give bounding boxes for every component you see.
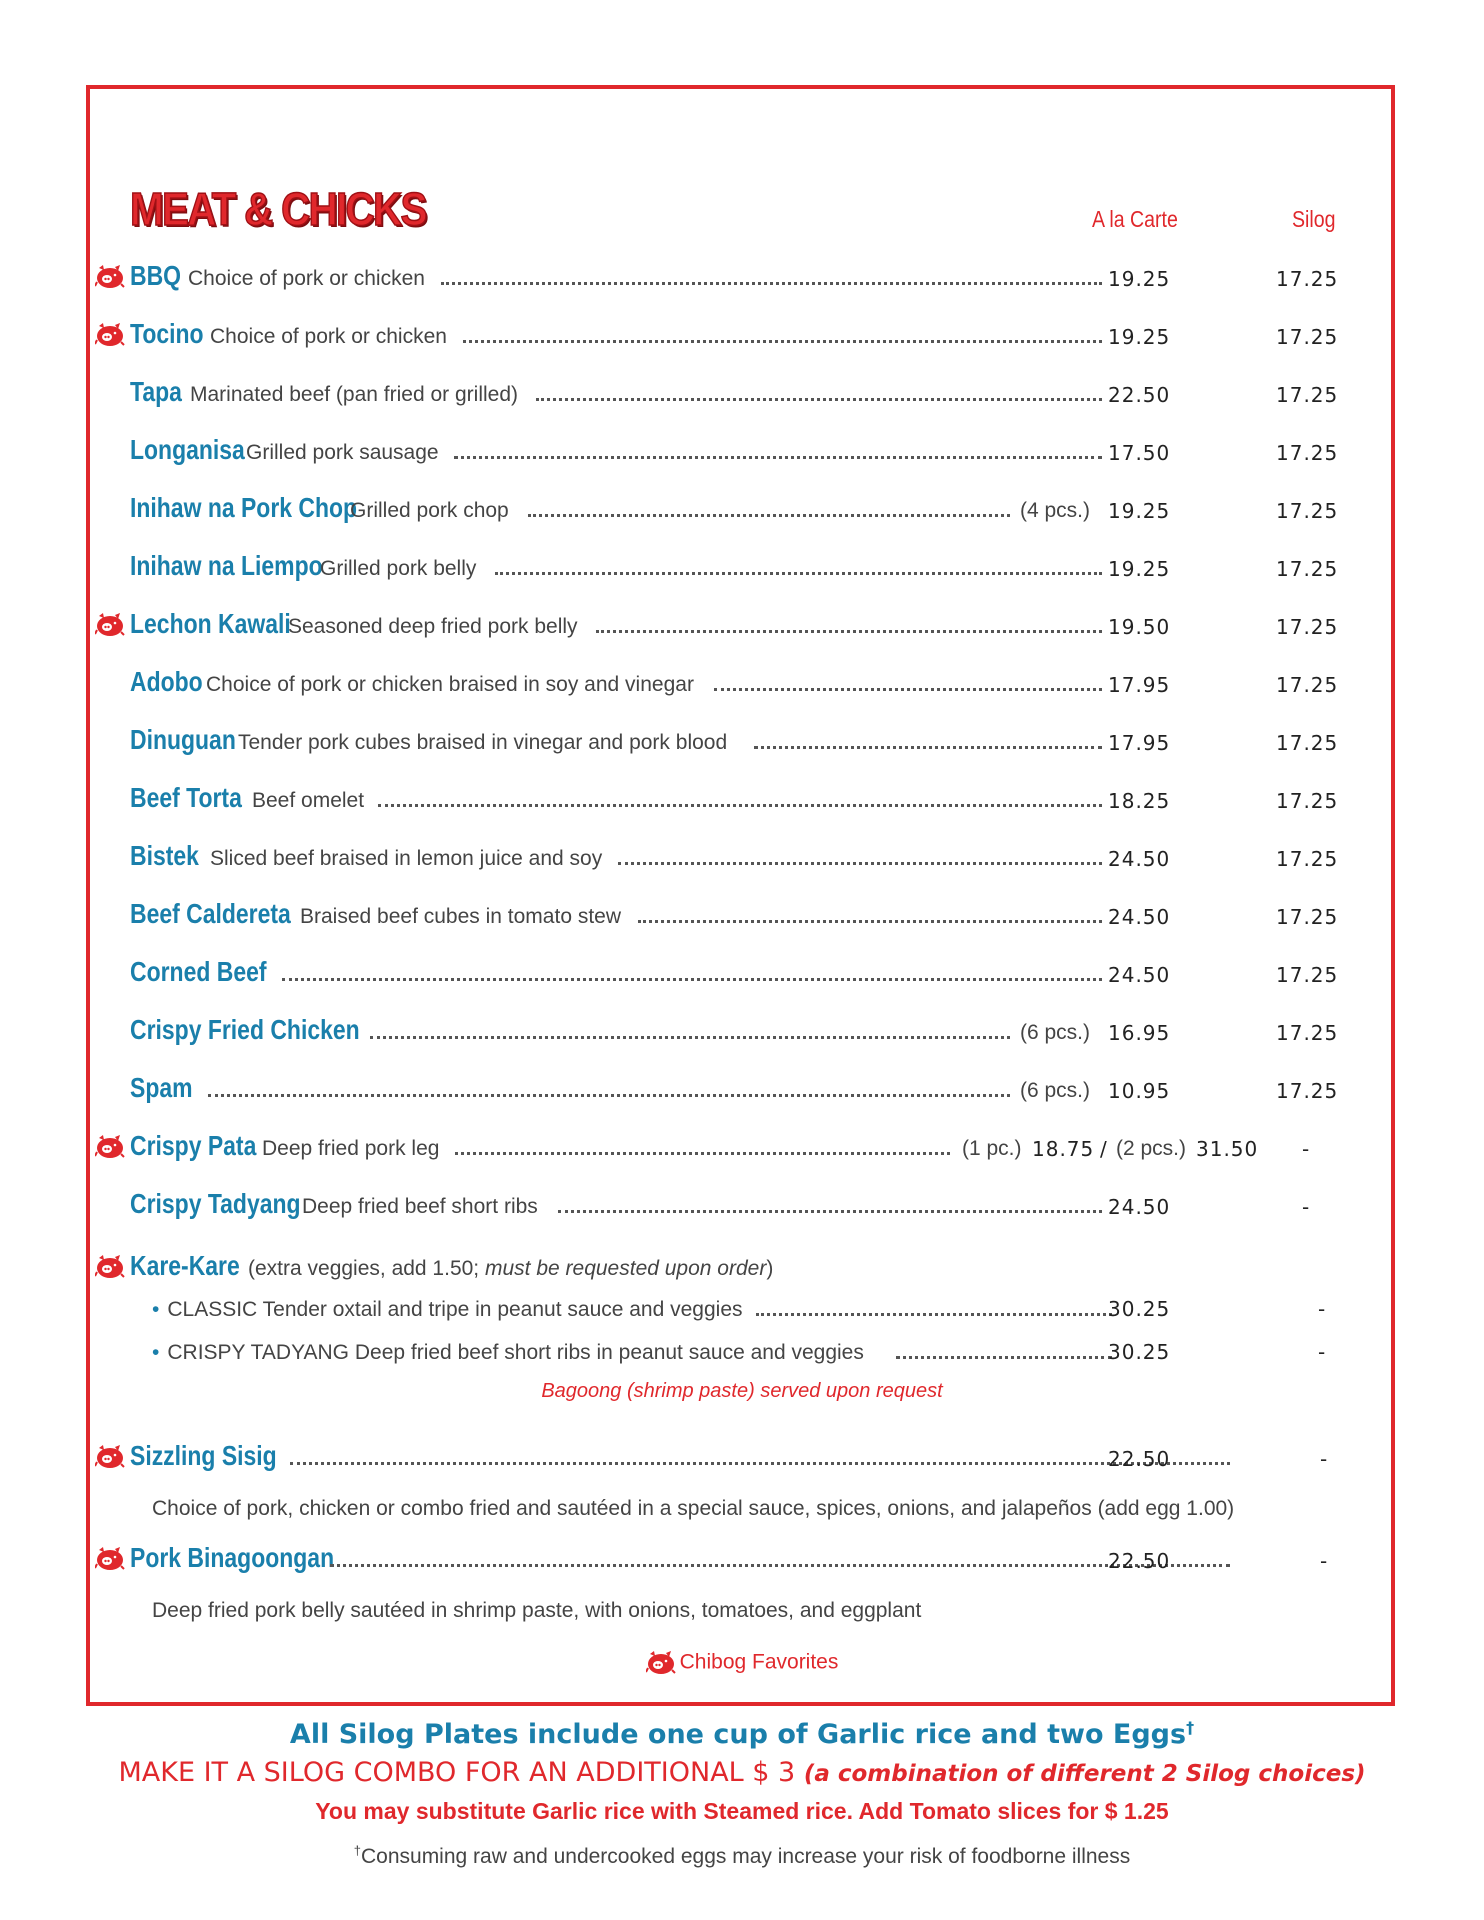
favorite-pig-icon: [95, 612, 125, 638]
kare-kare-option: [152, 1292, 1327, 1328]
item-name: Spam: [130, 1072, 193, 1103]
dot-leader: [455, 1152, 950, 1155]
item-price: 17.95: [1108, 673, 1171, 697]
dot-leader: [208, 1094, 1010, 1097]
dot-leader: [370, 1036, 1010, 1039]
col-header-silog: Silog: [1292, 206, 1336, 232]
menu-item: [130, 258, 1339, 298]
favorite-pig-icon: [95, 322, 125, 348]
option-label: • CRISPY TADYANG Deep fried beef short ribs in peanut sauce and veggies: [152, 1341, 864, 1364]
dot-leader: [558, 1210, 1102, 1213]
item-name: Inihaw na Liempo: [130, 550, 323, 581]
item-qty: (6 pcs.): [1020, 1021, 1091, 1044]
menu-item: [130, 722, 1339, 762]
item-description: Grilled pork belly: [320, 557, 477, 580]
binagoongan-description: Deep fried pork belly sautéed in shrimp paste, with onions, tomatoes, and eggplant: [152, 1599, 922, 1622]
legend-label: Chibog Favorites: [679, 1650, 839, 1674]
item-name: Lechon Kawali: [130, 608, 291, 639]
item-description: Choice of pork or chicken: [188, 267, 425, 290]
menu-item: [130, 316, 1339, 356]
bagoong-note: Bagoong (shrimp paste) served upon request: [541, 1380, 943, 1402]
item-price: 17.50: [1108, 441, 1171, 465]
dot-leader: [618, 862, 1102, 865]
bullet-icon: •: [152, 1298, 160, 1321]
item-price: 19.25: [1108, 557, 1171, 581]
dot-leader: [282, 978, 1102, 981]
item-name: Dinuguan: [130, 724, 236, 755]
item-price: 22.50: [1108, 1447, 1171, 1471]
menu-item: [130, 374, 1339, 414]
favorite-pig-icon: [95, 1444, 125, 1470]
dot-leader: [638, 920, 1102, 923]
menu-item: [130, 606, 1339, 646]
item-name: Crispy Pata: [130, 1130, 257, 1161]
item-qty: (2 pcs.): [1116, 1137, 1187, 1160]
item-description: Deep fried pork leg: [262, 1137, 440, 1160]
menu-item: [130, 954, 1339, 994]
menu-item: [130, 1186, 1330, 1226]
dot-leader: [756, 1313, 1112, 1316]
item-price: 19.50: [1108, 615, 1171, 639]
item-price: 16.95: [1108, 1021, 1171, 1045]
dot-leader: [596, 630, 1102, 633]
item-name: Bistek: [130, 840, 199, 871]
item-silog-price: 17.25: [1276, 383, 1339, 407]
item-price: 22.50: [1108, 1549, 1171, 1573]
item-name: Sizzling Sisig: [130, 1440, 277, 1471]
item-name: Pork Binagoongan: [130, 1542, 335, 1573]
item-silog-price: -: [1302, 1137, 1311, 1161]
item-price: 22.50: [1108, 383, 1171, 407]
item-name: Crispy Fried Chicken: [130, 1014, 360, 1045]
item-description: Beef omelet: [252, 789, 365, 812]
col-header-alacarte: A la Carte: [1092, 206, 1178, 232]
menu-item: [130, 780, 1339, 820]
menu-item: [130, 548, 1339, 588]
item-name: Beef Torta: [130, 782, 242, 813]
item-name: Tocino: [130, 318, 204, 349]
dot-leader: [454, 456, 1102, 459]
item-name: Corned Beef: [130, 956, 267, 987]
item-description: Marinated beef (pan fried or grilled): [190, 383, 519, 406]
menu-item-binagoongan: [130, 1540, 1330, 1580]
item-description: Tender pork cubes braised in vinegar and pork blood: [238, 731, 728, 754]
favorite-pig-icon: [95, 264, 125, 290]
item-name: Kare-Kare: [130, 1250, 240, 1281]
item-silog-price: -: [1318, 1340, 1327, 1364]
item-price: 17.95: [1108, 731, 1171, 755]
item-silog-price: -: [1318, 1297, 1327, 1321]
item-qty: (1 pc.): [962, 1137, 1022, 1160]
page-title: MEAT & CHICKS: [130, 183, 426, 235]
favorite-pig-icon: [95, 1254, 125, 1280]
item-note: (extra veggies, add 1.50; must be requested upon order): [248, 1257, 774, 1280]
item-price: 31.50: [1196, 1137, 1259, 1161]
item-silog-price: -: [1302, 1195, 1311, 1219]
item-price: 24.50: [1108, 905, 1171, 929]
menu-item: [130, 1128, 1330, 1168]
menu-item: [130, 838, 1339, 878]
item-description: Grilled pork chop: [350, 499, 509, 522]
item-price: 24.50: [1108, 847, 1171, 871]
item-name: Tapa: [130, 376, 182, 407]
item-description: Choice of pork or chicken braised in soy and vinegar: [206, 673, 694, 696]
menu-item: [130, 1012, 1339, 1052]
item-silog-price: 17.25: [1276, 615, 1339, 639]
menu-item: [130, 896, 1339, 936]
dot-leader: [495, 572, 1102, 575]
item-description: Braised beef cubes in tomato stew: [300, 905, 622, 928]
item-silog-price: -: [1320, 1549, 1329, 1573]
menu-item: [130, 1070, 1339, 1110]
item-silog-price: 17.25: [1276, 441, 1339, 465]
item-name: Crispy Tadyang: [130, 1188, 301, 1219]
item-silog-price: 17.25: [1276, 963, 1339, 987]
item-name: Adobo: [130, 666, 203, 697]
item-description: Sliced beef braised in lemon juice and soy: [210, 847, 603, 870]
item-price: 24.50: [1108, 963, 1171, 987]
kare-kare-option: [152, 1335, 1327, 1371]
item-silog-price: 17.25: [1276, 731, 1339, 755]
dot-leader: [896, 1356, 1112, 1359]
dot-leader: [378, 804, 1102, 807]
dot-leader: [441, 282, 1102, 285]
item-name: BBQ: [130, 260, 182, 291]
menu-item: [130, 432, 1339, 472]
item-silog-price: 17.25: [1276, 325, 1339, 349]
footer-combo: MAKE IT A SILOG COMBO FOR AN ADDITIONAL $ 3 (a combination of different 2 Silog choices): [118, 1757, 1366, 1788]
menu-item: [130, 490, 1339, 530]
item-silog-price: 17.25: [1276, 905, 1339, 929]
item-price: 30.25: [1108, 1340, 1171, 1364]
dot-leader: [528, 514, 1010, 517]
item-price: 18.75: [1032, 1137, 1095, 1161]
item-price: 19.25: [1108, 267, 1171, 291]
footer-substitute: You may substitute Garlic rice with Steamed rice. Add Tomato slices for $ 1.25: [315, 1798, 1169, 1824]
item-description: Choice of pork or chicken: [210, 325, 447, 348]
favorite-pig-icon: [95, 1546, 125, 1572]
item-name: Longanisa: [130, 434, 245, 465]
dot-leader: [290, 1462, 1230, 1465]
dot-leader: [536, 398, 1102, 401]
sisig-description: Choice of pork, chicken or combo fried and sautéed in a special sauce, spices, onions, and jalapeños (add egg 1.00): [152, 1497, 1235, 1520]
item-silog-price: 17.25: [1276, 789, 1339, 813]
bullet-icon: •: [152, 1341, 160, 1364]
option-label: • CLASSIC Tender oxtail and tripe in peanut sauce and veggies: [152, 1298, 743, 1321]
item-name: Beef Caldereta: [130, 898, 291, 929]
item-qty: (4 pcs.): [1020, 499, 1091, 522]
item-description: Seasoned deep fried pork belly: [288, 615, 578, 638]
item-silog-price: 17.25: [1276, 1021, 1339, 1045]
item-price: 24.50: [1108, 1195, 1171, 1219]
item-silog-price: -: [1320, 1447, 1329, 1471]
item-price: 19.25: [1108, 325, 1171, 349]
item-price: 18.25: [1108, 789, 1171, 813]
dot-leader: [714, 688, 1102, 691]
dot-leader: [463, 340, 1102, 343]
favorite-pig-icon: [95, 1134, 125, 1160]
menu-item-sisig: [130, 1438, 1330, 1478]
item-silog-price: 17.25: [1276, 557, 1339, 581]
item-silog-price: 17.25: [1276, 673, 1339, 697]
item-price: 19.25: [1108, 499, 1171, 523]
menu-item-kare-kare: [130, 1248, 1330, 1288]
item-silog-price: 17.25: [1276, 1079, 1339, 1103]
item-silog-price: 17.25: [1276, 499, 1339, 523]
item-qty: (6 pcs.): [1020, 1079, 1091, 1102]
footer-silog-includes: All Silog Plates include one cup of Garlic rice and two Eggs†: [289, 1718, 1195, 1750]
legend: [0, 1650, 1484, 1676]
item-description: Deep fried beef short ribs: [302, 1195, 538, 1218]
dot-leader: [754, 746, 1102, 749]
item-silog-price: 17.25: [1276, 267, 1339, 291]
dot-leader: [330, 1564, 1230, 1567]
item-silog-price: 17.25: [1276, 847, 1339, 871]
item-price: 30.25: [1108, 1297, 1171, 1321]
price-separator: /: [1100, 1137, 1108, 1161]
footer-disclaimer: †Consuming raw and undercooked eggs may increase your risk of foodborne illness: [353, 1843, 1131, 1868]
item-name: Inihaw na Pork Chop: [130, 492, 358, 523]
menu-item: [130, 664, 1339, 704]
item-description: Grilled pork sausage: [246, 441, 439, 464]
item-price: 10.95: [1108, 1079, 1171, 1103]
pig-icon: [646, 1650, 676, 1676]
